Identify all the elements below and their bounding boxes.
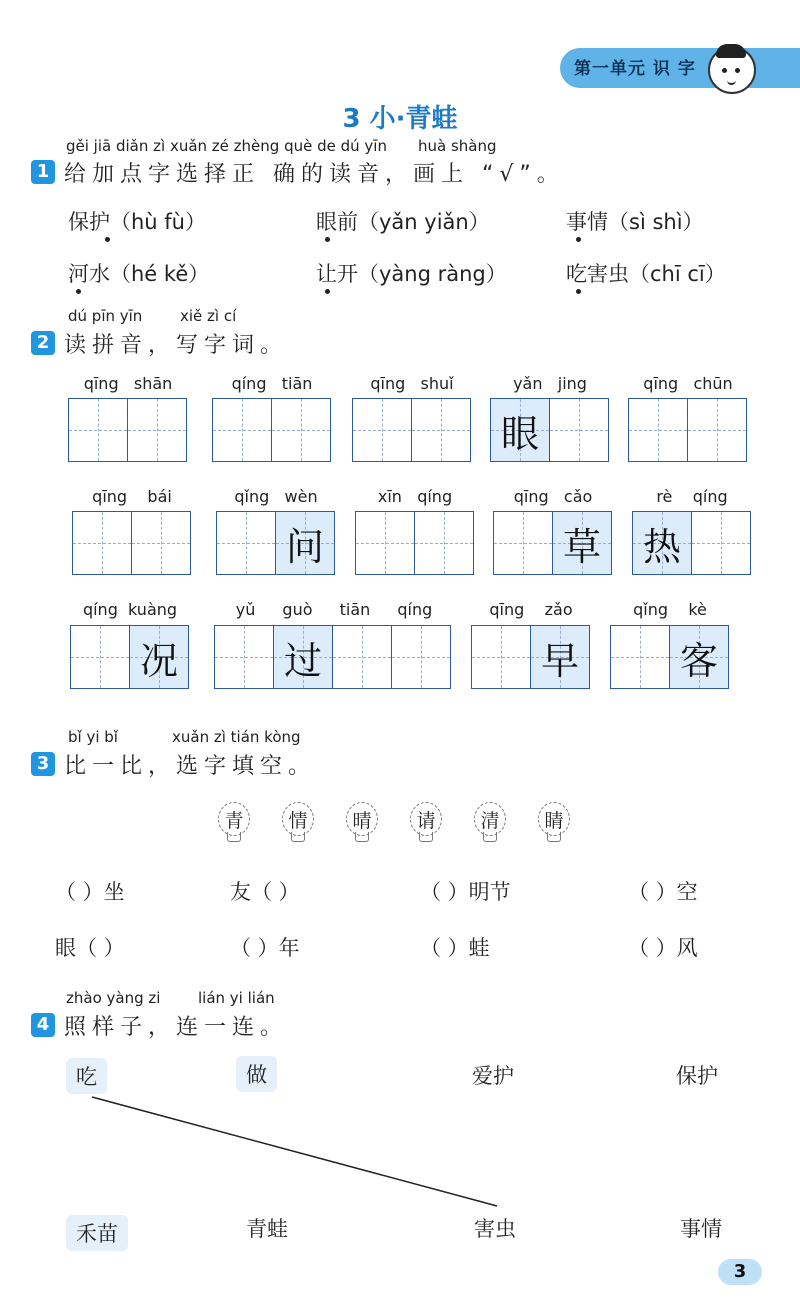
question-1-text: 给加点字选择正 确的读音，画上 “√”。 [64,162,565,187]
match-bottom-item[interactable]: 青蛙 [246,1217,288,1241]
fill-blank-item[interactable]: （ ）明节 [420,880,511,904]
match-top-item[interactable]: 吃 [66,1058,107,1094]
writing-grid[interactable]: 眼 [490,398,609,462]
q4-pinyin-2: lián yi lián [198,989,275,1007]
writing-grid[interactable]: 问 [216,511,335,575]
match-top-item[interactable]: 保护 [676,1064,718,1088]
word-pinyin: qīng bái [92,487,172,506]
question-3-number: 3 [31,752,55,776]
flower-char-option: 青 [218,802,250,844]
fill-blank-item[interactable]: （ ）风 [628,936,698,960]
match-top-item[interactable]: 爱护 [472,1064,514,1088]
q3-pinyin: bǐ yi bǐ [68,728,118,746]
fill-blank-item[interactable]: （ ）坐 [55,880,125,904]
question-2-text: 读拼音，写字词。 [64,333,289,358]
writing-grid[interactable] [352,398,471,462]
flower-char-option: 晴 [346,802,378,844]
q3-pinyin-2: xuǎn zì tián kòng [172,728,301,746]
writing-grid[interactable] [628,398,747,462]
question-4-text: 照样子，连一连。 [64,1015,289,1040]
word-pinyin: qīng shuǐ [370,374,454,393]
flower-char-option: 睛 [538,802,570,844]
word-pinyin: qǐng kè [633,600,707,619]
word-pinyin: xīn qíng [377,487,453,506]
flower-char-option: 情 [282,802,314,844]
q2-pinyin: dú pīn yīn [68,307,143,325]
word-pinyin: yǎn jing [513,374,587,393]
fill-blank-item[interactable]: （ ）蛙 [420,936,490,960]
flower-char-option: 请 [410,802,442,844]
match-bottom-item[interactable]: 事情 [680,1217,722,1241]
writing-grid[interactable] [72,511,191,575]
match-bottom-item[interactable]: 禾苗 [66,1215,128,1251]
fill-blank-item[interactable]: 眼（ ） [55,936,125,960]
writing-grid[interactable]: 况 [70,625,189,689]
writing-grid[interactable]: 客 [610,625,729,689]
writing-grid[interactable]: 热 [632,511,751,575]
writing-grid[interactable]: 过 [214,625,451,689]
writing-grid[interactable] [212,398,331,462]
question-4-number: 4 [31,1013,55,1037]
q1-item[interactable]: 吃害虫（chī cī） [566,262,726,286]
q1-item[interactable]: 让开（yàng ràng） [316,262,507,286]
q1-item[interactable]: 眼前（yǎn yiǎn） [316,210,490,234]
q2-pinyin-2: xiě zì cí [180,307,237,325]
writing-grid[interactable]: 草 [493,511,612,575]
question-2-number: 2 [31,331,55,355]
q1-pinyin-2: huà shàng [418,137,497,155]
page-number: 3 [718,1259,762,1285]
match-top-item[interactable]: 做 [236,1056,277,1092]
q4-pinyin: zhào yàng zi [66,989,161,1007]
word-pinyin: qíng kuàng [82,600,178,619]
lesson-title: 3 小·青蛙 [342,104,458,134]
q1-item[interactable]: 事情（sì shì） [566,210,704,234]
word-pinyin: qíng tiān [231,374,313,393]
question-1-number: 1 [31,160,55,184]
writing-grid[interactable]: 早 [471,625,590,689]
writing-grid[interactable] [355,511,474,575]
question-3-text: 比一比，选字填空。 [64,754,317,779]
q1-pinyin: gěi jiā diǎn zì xuǎn zé zhèng què de dú yīn [66,137,387,155]
fill-blank-item[interactable]: 友（ ） [230,880,300,904]
word-pinyin: qīng chūn [643,374,733,393]
word-pinyin: qīng cǎo [513,487,593,506]
fill-blank-item[interactable]: （ ）年 [230,936,300,960]
writing-grid[interactable] [68,398,187,462]
word-pinyin: rè qíng [656,487,728,506]
match-bottom-item[interactable]: 害虫 [474,1217,516,1241]
word-pinyin: qīng shān [83,374,173,393]
unit-label: 第一单元 识 字 [574,59,696,79]
word-pinyin: qīng zǎo [489,600,573,619]
fill-blank-item[interactable]: （ ）空 [628,880,698,904]
q1-item[interactable]: 保护（hù fù） [68,210,206,234]
flower-char-option: 清 [474,802,506,844]
word-pinyin: qǐng wèn [234,487,318,506]
word-pinyin: yǔ guò tiān qíng [235,600,433,619]
q1-item[interactable]: 河水（hé kě） [68,262,210,286]
